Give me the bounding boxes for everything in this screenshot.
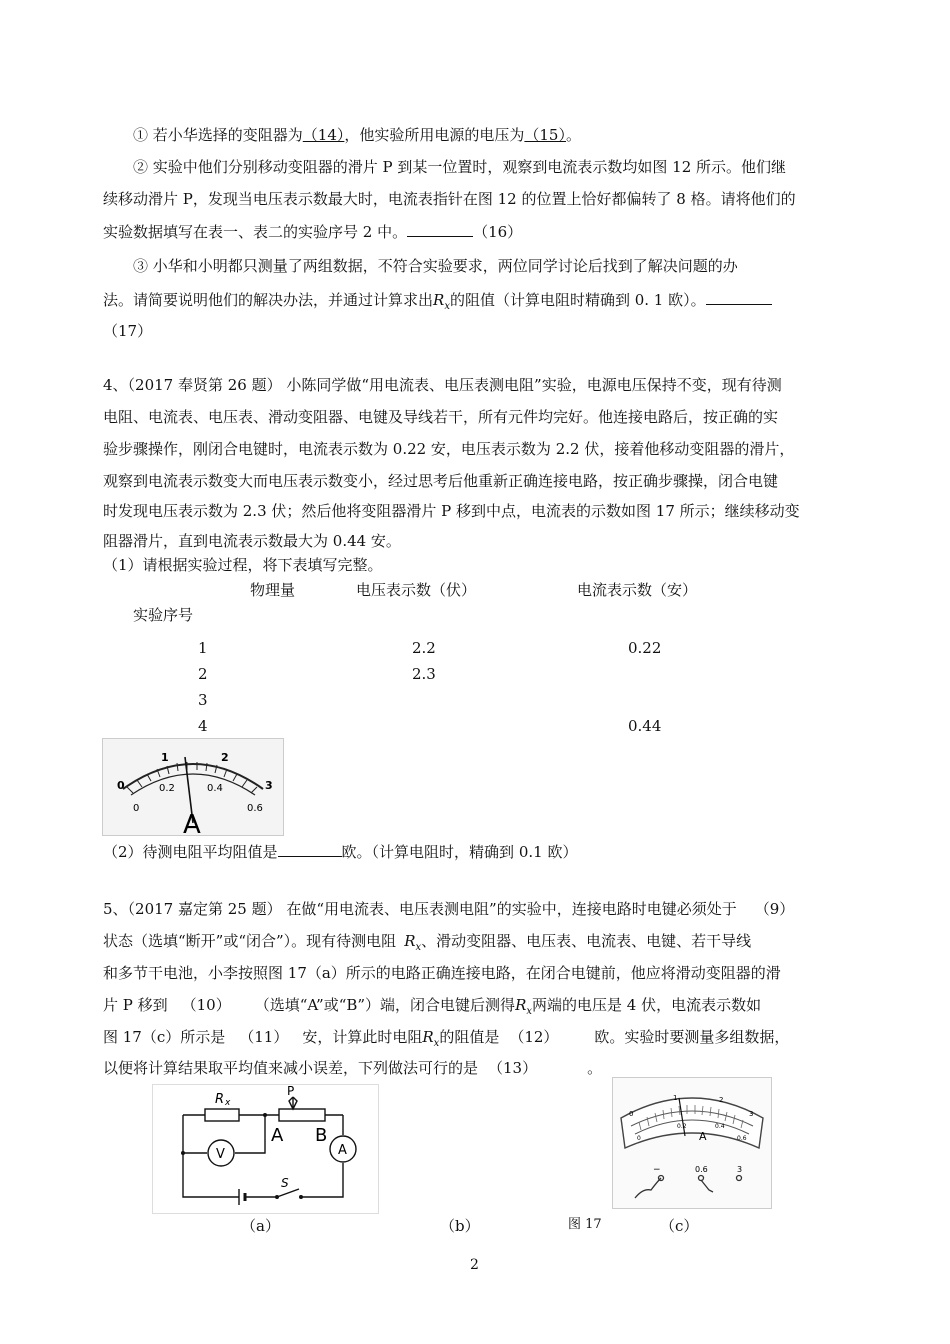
- var-r: R: [422, 1028, 434, 1046]
- var-r: R: [433, 291, 445, 309]
- caption-c: （c）: [660, 1217, 699, 1235]
- blank-16-line: [407, 222, 473, 237]
- q2-line1: ② 实验中他们分别移动变阻器的滑片 P 到某一位置时，观察到电流表示数均如图 12 所示。他们继: [133, 158, 787, 176]
- q1-line: [133, 126, 581, 144]
- q4-line2: 电阻、电流表、电压表、滑动变阻器、电键及导线若干，所有元件均完好。他连接电路后，按正确的实: [103, 408, 779, 426]
- q5-line5-end: 欧。实验时要测量多组数据，: [594, 1028, 790, 1046]
- blank-17-line: [706, 290, 772, 305]
- table-row3-n: 3: [198, 691, 208, 709]
- ammeter-c-figure: [612, 1077, 772, 1209]
- caption-a: （a）: [241, 1217, 280, 1235]
- circuit-switch-label: S: [281, 1176, 289, 1190]
- ammeter-c-bottom-3: 0.6: [737, 1135, 747, 1142]
- blank-13-tag: （13）: [488, 1059, 538, 1077]
- ammeter-figure: [102, 738, 284, 836]
- blank-15: （15）: [524, 126, 566, 144]
- q2-line3: [103, 222, 522, 241]
- q5-line1-text: 5、（2017 嘉定第 25 题） 在做“用电流表、电压表测电阻”的实验中，连接电路时电键必须处于: [103, 900, 737, 918]
- ammeter-c-unit: A: [699, 1130, 707, 1143]
- q1-text: ① 若小华选择的变阻器为: [133, 126, 303, 144]
- q5-line5: [103, 1028, 789, 1053]
- circuit-p-label: P: [287, 1085, 295, 1098]
- circuit-rx-label: R: [215, 1092, 225, 1107]
- q2-line2: 续移动滑片 P，发现当电压表示数最大时，电流表指针在图 12 的位置上恰好都偏转了 8 格。请将他们的: [103, 190, 796, 208]
- circuit-rx-sub: x: [225, 1098, 231, 1108]
- var-r: R: [515, 996, 527, 1014]
- ammeter-c-bottom-2: 0.4: [715, 1123, 725, 1130]
- circuit-voltmeter-label: V: [216, 1147, 225, 1162]
- q5-line4-mid: （选填“A”或“B”）端，闭合电键后测得: [254, 996, 516, 1014]
- q5-line1: [103, 900, 794, 918]
- table-row2-n: 2: [198, 665, 208, 683]
- table-header-voltage: 电压表示数（伏）: [356, 581, 477, 599]
- q5-line2-text: 状态（选填“断开”或“闭合”）。现有待测电阻: [103, 932, 397, 950]
- q4-line5: 时发现电压表示数为 2.3 伏；然后他将变阻器滑片 P 移到中点，电流表的示数如图 17 所示；继续移动变: [103, 502, 800, 520]
- ammeter-c-terminal-06: 0.6: [695, 1165, 708, 1174]
- q4-sub2-text: （2）待测电阻平均阻值是: [103, 843, 278, 861]
- ammeter-c-bottom-0: 0: [637, 1135, 641, 1142]
- q3-line2-text: 法。请简要说明他们的解决办法，并通过计算求出: [103, 291, 434, 309]
- blank-10-tag: （10）: [181, 996, 231, 1014]
- q1-end: 。: [565, 126, 581, 144]
- table-row4-i: 0.44: [628, 717, 662, 735]
- var-x: x: [444, 301, 450, 312]
- q4-line1: 4、（2017 奉贤第 26 题） 小陈同学做“用电流表、电压表测电阻”实验，电源电压保持不变，现有待测: [103, 376, 782, 394]
- ammeter-top-label-2: 2: [221, 751, 229, 764]
- q4-line3: 验步骤操作，刚闭合电键时，电流表示数为 0.22 安，电压表示数为 2.2 伏，接着他移动变阻器的滑片，: [103, 440, 795, 458]
- circuit-ammeter-label: A: [338, 1143, 347, 1158]
- blank-16-tag: （16）: [473, 223, 523, 241]
- q5-line2-end: 、滑动变阻器、电压表、电流表、电键、若干导线: [421, 932, 752, 950]
- ammeter-dial: [103, 739, 283, 835]
- q4-sub2-blank: [278, 842, 342, 857]
- var-x: x: [415, 942, 422, 953]
- q3-line2-end: 的阻值（计算电阻时精确到 0. 1 欧）。: [449, 291, 706, 309]
- blank-11-tag: （11）: [239, 1028, 289, 1046]
- ammeter-bottom-label-0: 0: [133, 803, 140, 814]
- ammeter-c-top-3: 3: [749, 1110, 754, 1118]
- ammeter-c-top-0: 0: [629, 1110, 634, 1118]
- q5-line6: [103, 1059, 602, 1077]
- table-row1-n: 1: [198, 639, 208, 657]
- ammeter-c-bottom-1: 0.2: [677, 1123, 687, 1130]
- circuit-diagram: [152, 1084, 379, 1214]
- page-number: 2: [470, 1257, 479, 1273]
- q3-line1: ③ 小华和小明都只测量了两组数据，不符合实验要求，两位同学讨论后找到了解决问题的办: [133, 257, 738, 275]
- caption-fig17: 图 17: [568, 1217, 602, 1232]
- ammeter-bottom-label-3: 0.6: [247, 803, 263, 814]
- ammeter-top-label-1: 1: [161, 751, 169, 764]
- ammeter-c-terminal-neg: −: [653, 1165, 661, 1175]
- q4-sub1: （1）请根据实验过程，将下表填写完整。: [103, 556, 383, 574]
- table-row4-n: 4: [198, 717, 208, 735]
- q5-line5-mid: 安，计算此时电阻: [302, 1028, 423, 1046]
- table-row2-v: 2.3: [412, 665, 436, 683]
- q2-line3-text: 实验数据填写在表一、表二的实验序号 2 中。: [103, 223, 408, 241]
- q4-sub2: [103, 842, 577, 861]
- q1-mid-text: ，他实验所用电源的电压为: [344, 126, 525, 144]
- q5-line2: [103, 932, 751, 957]
- q5-line4-text: 片 P 移到: [103, 996, 168, 1014]
- blank-9-tag: （9）: [754, 900, 795, 918]
- circuit-a-label: A: [271, 1125, 284, 1146]
- table-row1-v: 2.2: [412, 639, 436, 657]
- q4-sub2-end: 欧。（计算电阻时，精确到 0.1 欧）: [341, 843, 578, 861]
- q5-line4-end: 两端的电压是 4 伏，电流表示数如: [532, 996, 762, 1014]
- ammeter-c-terminal-3: 3: [737, 1165, 743, 1174]
- q5-line6-end: 。: [587, 1059, 603, 1077]
- table-header-current: 电流表示数（安）: [577, 581, 698, 599]
- ammeter-top-label-0: 0: [117, 779, 125, 792]
- q4-line6: 阻器滑片，直到电流表示数最大为 0.44 安。: [103, 532, 401, 550]
- caption-b: （b）: [440, 1217, 480, 1235]
- q5-line5-text: 图 17（c）所示是: [103, 1028, 226, 1046]
- q4-line4: 观察到电流表示数变大而电压表示数变小，经过思考后他重新正确连接电路，按正确步骤操，闭合电键: [103, 472, 779, 490]
- blank-14: （14）: [302, 126, 345, 144]
- table-header-physical: 物理量: [250, 581, 296, 599]
- ammeter-top-label-3: 3: [265, 779, 273, 792]
- var-r: R: [404, 932, 416, 950]
- q5-line3: 和多节干电池，小李按照图 17（a）所示的电路正确连接电路，在闭合电键前，他应将滑动变阻器的滑: [103, 964, 781, 982]
- circuit-b-label: B: [315, 1125, 328, 1146]
- ammeter-unit: A: [183, 810, 201, 835]
- q5-line6-text: 以便将计算结果取平均值来减小误差，下列做法可行的是: [103, 1059, 479, 1077]
- ammeter-bottom-label-1: 0.2: [159, 783, 175, 794]
- ammeter-c-top-2: 2: [719, 1096, 724, 1104]
- blank-17-tag: （17）: [103, 322, 153, 340]
- ammeter-bottom-label-2: 0.4: [207, 783, 223, 794]
- q3-line2: [103, 290, 772, 316]
- table-header-index: 实验序号: [133, 606, 194, 624]
- var-x: x: [526, 1006, 532, 1017]
- blank-12-tag: （12）: [509, 1028, 559, 1046]
- var-x: x: [433, 1038, 440, 1049]
- table-row1-i: 0.22: [628, 639, 662, 657]
- q5-line5-mid2: 的阻值是: [439, 1028, 500, 1046]
- ammeter-c-top-1: 1: [673, 1094, 678, 1102]
- q5-line4: [103, 996, 761, 1021]
